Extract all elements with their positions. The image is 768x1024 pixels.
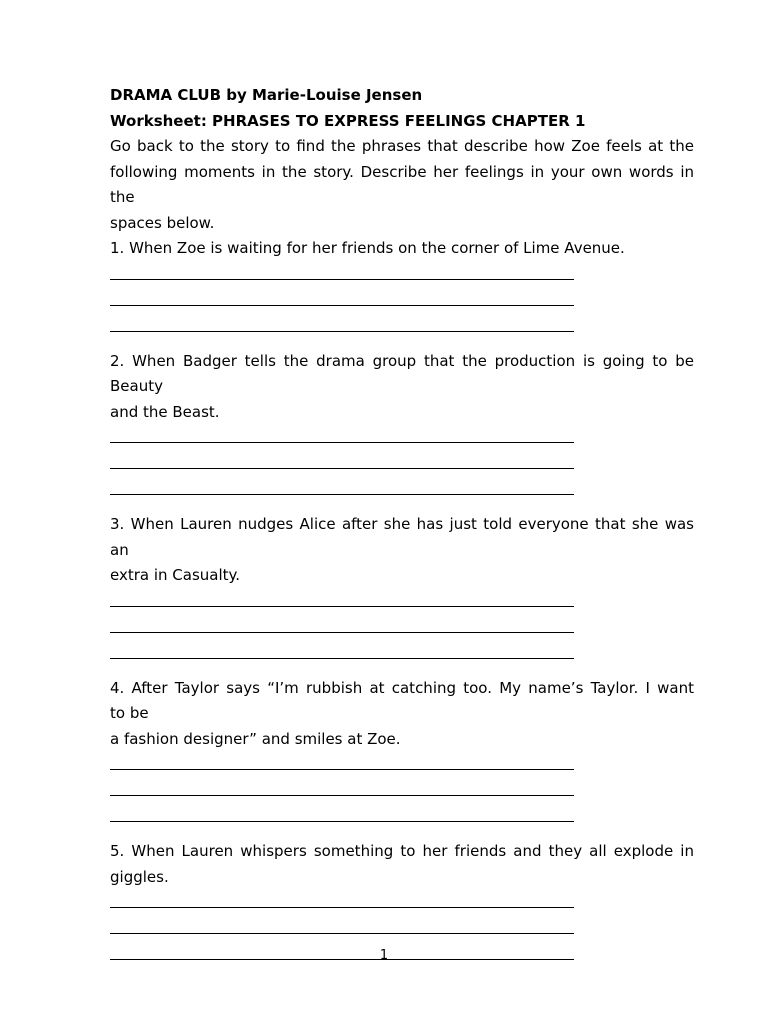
question-text: 3. When Lauren nudges Alice after she has just told everyone that she was bbox=[110, 515, 694, 533]
question-text: a fashion designer” and smiles at Zoe. bbox=[110, 729, 401, 748]
question-3 bbox=[110, 512, 694, 676]
answer-line[interactable] bbox=[110, 907, 574, 908]
answer-line[interactable] bbox=[110, 769, 574, 770]
answer-line[interactable] bbox=[110, 442, 574, 443]
question-text: 5. When Lauren whispers something to her friends and they all explode in bbox=[110, 842, 694, 860]
question-text: extra in Casualty. bbox=[110, 566, 241, 584]
answer-line[interactable] bbox=[110, 795, 574, 796]
question-text: 1. When Zoe is waiting for her friends on the corner of Lime Avenue. bbox=[110, 239, 625, 257]
answer-line[interactable] bbox=[110, 632, 574, 633]
spacer bbox=[110, 659, 694, 676]
answer-lines bbox=[110, 262, 694, 332]
question-1 bbox=[110, 236, 694, 349]
instructions bbox=[110, 134, 694, 236]
question-text: 4. After Taylor says “I’m rubbish at catching too. My name’s Taylor. I want bbox=[110, 678, 694, 697]
answer-line[interactable] bbox=[110, 468, 574, 469]
answer-line[interactable] bbox=[110, 305, 574, 306]
question-2 bbox=[110, 349, 694, 513]
page-number: 1 bbox=[379, 948, 389, 963]
answer-line[interactable] bbox=[110, 606, 574, 607]
worksheet-page bbox=[110, 83, 694, 960]
document-title: DRAMA CLUB by Marie-Louise Jensen bbox=[110, 86, 423, 104]
instructions-line: the bbox=[110, 188, 135, 206]
spacer bbox=[110, 822, 694, 839]
instructions-line: Go back to the story to find the phrases that describe how Zoe feels at the bbox=[110, 137, 694, 155]
question-text: 2. When Badger tells the drama group that the production is going to be bbox=[110, 351, 694, 370]
answer-lines bbox=[110, 589, 694, 659]
instructions-line: spaces below. bbox=[110, 213, 215, 232]
question-text: giggles. bbox=[110, 867, 169, 886]
instructions-line: following moments in the story. Describe her feelings in your own words in bbox=[110, 162, 694, 181]
answer-lines bbox=[110, 425, 694, 495]
spacer bbox=[110, 332, 694, 349]
question-text: and the Beast. bbox=[110, 402, 220, 421]
answer-line[interactable] bbox=[110, 279, 574, 280]
spacer bbox=[110, 495, 694, 512]
question-text: Beauty bbox=[110, 377, 163, 395]
question-4 bbox=[110, 676, 694, 840]
question-text: an bbox=[110, 540, 129, 559]
question-5 bbox=[110, 839, 694, 960]
answer-lines bbox=[110, 752, 694, 822]
worksheet-heading: Worksheet: PHRASES TO EXPRESS FEELINGS CHAPTER 1 bbox=[110, 111, 586, 130]
question-text: to be bbox=[110, 704, 149, 722]
answer-line[interactable] bbox=[110, 933, 574, 934]
